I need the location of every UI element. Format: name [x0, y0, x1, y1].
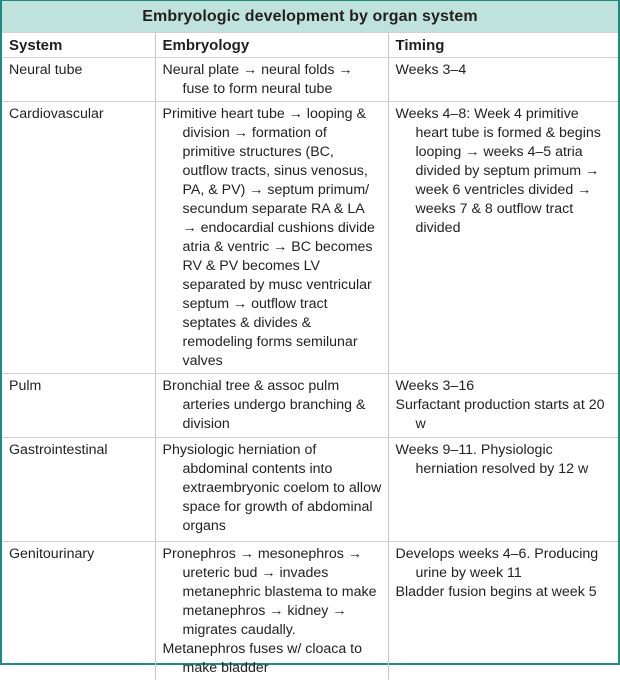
embryology-cell	[155, 542, 388, 680]
timing-text: Weeks 4–8: Week 4 primitive heart tube is formed & begins looping → weeks 4–5 atria divided by septum primum → week 6 ventricles divided → weeks 7 & 8 outflow tract divided	[396, 105, 613, 238]
table-row	[2, 102, 618, 374]
column-header-system: System	[2, 33, 155, 58]
system-cell: Neural tube	[2, 58, 155, 102]
embryology-text: Pronephros → mesonephros → ureteric bud → invades metanephric blastema to make metanephros → kidney → migrates caudally.	[163, 545, 382, 640]
embryology-cell	[155, 58, 388, 102]
column-header-embryology: Embryology	[155, 33, 388, 58]
timing-text: Surfactant production starts at 20 w	[396, 396, 613, 434]
timing-text: Weeks 9–11. Physiologic herniation resolved by 12 w	[396, 441, 613, 479]
timing-cell	[388, 542, 618, 680]
embryology-text: Metanephros fuses w/ cloaca to make bladder	[163, 640, 382, 678]
embryology-cell	[155, 438, 388, 542]
column-header-timing: Timing	[388, 33, 618, 58]
embryology-cell	[155, 102, 388, 374]
table-row	[2, 374, 618, 438]
table-row	[2, 542, 618, 680]
timing-cell	[388, 58, 618, 102]
timing-cell	[388, 438, 618, 542]
embryology-text: Neural plate → neural folds → fuse to form neural tube	[163, 61, 382, 99]
header-row	[2, 33, 618, 58]
table-row	[2, 58, 618, 102]
embryology-text: Physiologic herniation of abdominal contents into extraembryonic coelom to allow space for growth of abdominal organs	[163, 441, 382, 536]
timing-cell	[388, 374, 618, 438]
system-cell: Pulm	[2, 374, 155, 438]
table-grid	[2, 33, 618, 680]
timing-cell	[388, 102, 618, 374]
table-title: Embryologic development by organ system	[2, 1, 618, 33]
embryology-cell	[155, 374, 388, 438]
timing-text: Develops weeks 4–6. Producing urine by week 11	[396, 545, 613, 583]
system-cell: Cardiovascular	[2, 102, 155, 374]
timing-text: Weeks 3–4	[396, 61, 613, 80]
embryology-text: Bronchial tree & assoc pulm arteries undergo branching & division	[163, 377, 382, 434]
system-cell: Gastrointestinal	[2, 438, 155, 542]
timing-text: Weeks 3–16	[396, 377, 613, 396]
table-row	[2, 438, 618, 542]
embryology-text: Primitive heart tube → looping & division → formation of primitive structures (BC, outflow tracts, sinus venosus, PA, & PV) → septum primum/ secundum separate RA & LA → endocardial cushions divide atria & ventric → BC becomes RV & PV becomes LV separated by musc ventricular septum → outflow tract septates & divides & remodeling forms semilunar valves	[163, 105, 382, 371]
timing-text: Bladder fusion begins at week 5	[396, 583, 613, 602]
system-cell: Genitourinary	[2, 542, 155, 680]
